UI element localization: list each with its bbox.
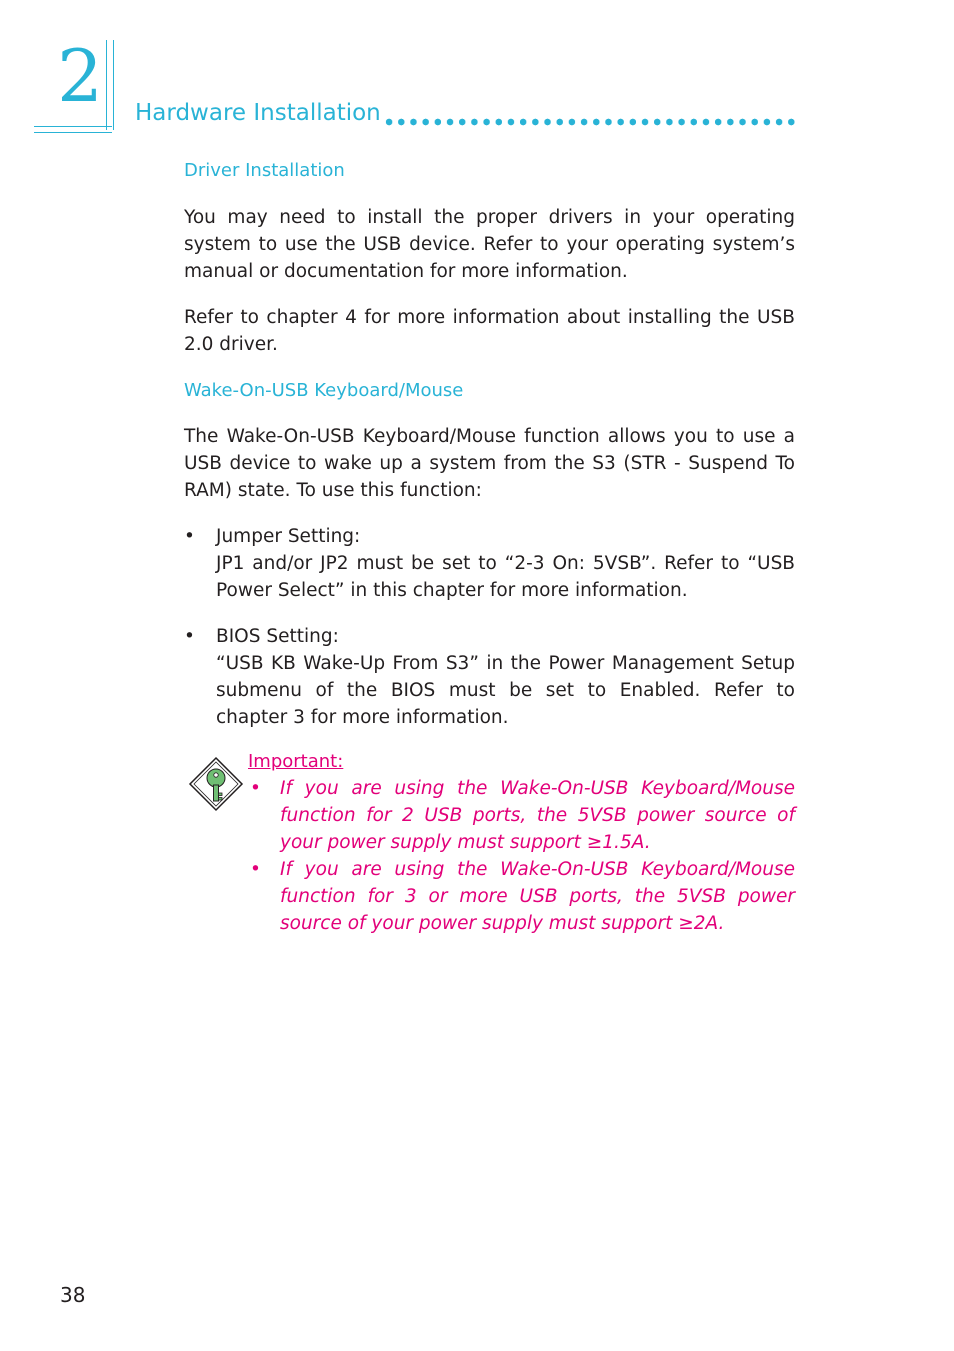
- wake-intro-paragraph: The Wake-On-USB Keyboard/Mouse function allows you to use a USB device to wake up a system from the S3 (STR - Suspend To RAM) state. To use this function:: [184, 426, 795, 501]
- section-title-wake-on-usb: Wake-On-USB Keyboard/Mouse: [184, 380, 464, 401]
- list-item-text: JP1 and/or JP2 must be set to “2-3 On: 5VSB”. Refer to “USB Power Select” in this chapter for more information.: [216, 553, 795, 601]
- chapter-title: Hardware Installation: [135, 100, 381, 126]
- important-item-text: If you are using the Wake-On-USB Keyboard/Mouse function for 3 or more USB ports, the 5VSB power source of your power supply must support ≥2A.: [280, 859, 795, 934]
- list-item-bios-setting: [184, 623, 795, 731]
- page-content: [184, 155, 795, 731]
- list-item-title: Jumper Setting:: [216, 526, 361, 547]
- important-label: Important:: [248, 751, 344, 772]
- important-item: [248, 775, 795, 856]
- list-item-title: BIOS Setting:: [216, 626, 339, 647]
- header-dot-rule: [383, 118, 797, 126]
- important-note: [188, 748, 796, 948]
- list-item-jumper-setting: [184, 523, 795, 604]
- important-item-text: If you are using the Wake-On-USB Keyboard/Mouse function for 2 USB ports, the 5VSB power source of your power supply must support ≥1.5A.: [280, 778, 795, 853]
- section-title-driver-installation: Driver Installation: [184, 160, 345, 181]
- bullet-icon: •: [250, 778, 261, 799]
- chapter-frame-vertical: [106, 40, 114, 130]
- chapter-frame-horizontal: [34, 126, 112, 133]
- chapter-number: 2: [57, 34, 103, 118]
- bullet-icon: •: [250, 859, 261, 880]
- important-list: [248, 775, 795, 937]
- list-item-text: “USB KB Wake-Up From S3” in the Power Management Setup submenu of the BIOS must be set to Enabled. Refer to chapter 3 for more information.: [216, 653, 795, 728]
- bullet-icon: •: [184, 626, 195, 647]
- driver-paragraph-1: You may need to install the proper drivers in your operating system to use the USB device. Refer to your operating system’s manual or documentation for more information.: [184, 207, 795, 282]
- key-icon: [188, 756, 244, 812]
- important-item: [248, 856, 795, 937]
- settings-list: [184, 523, 795, 731]
- page-number: 38: [60, 1283, 86, 1307]
- driver-paragraph-2: Refer to chapter 4 for more information about installing the USB 2.0 driver.: [184, 307, 795, 355]
- bullet-icon: •: [184, 526, 195, 547]
